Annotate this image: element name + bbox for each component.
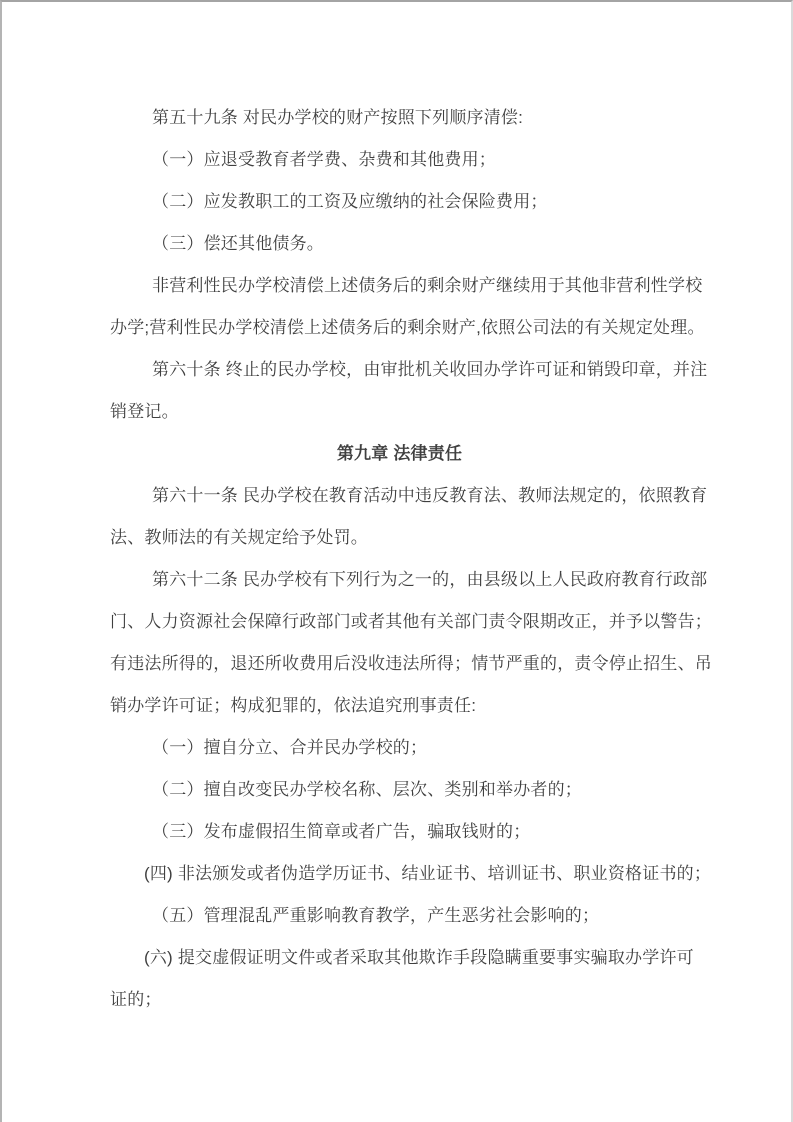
text-line: 第六十一条 民办学校在教育活动中违反教育法、教师法规定的，依照教育 [152,486,708,505]
text-line: 第六十二条 民办学校有下列行为之一的，由县级以上人民政府教育行政部 [152,570,708,589]
text-line: 证的； [110,990,162,1009]
text-line: （三）偿还其他债务。 [152,234,324,253]
text-line: （五）管理混乱严重影响教育教学，产生恶劣社会影响的； [152,906,600,925]
text-line: (六) 提交虚假证明文件或者采取其他欺诈手段隐瞒重要事实骗取办学许可 [144,948,694,967]
text-line: 有违法所得的，退还所收费用后没收违法所得；情节严重的，责令停止招生、吊 [110,654,712,673]
text-line: （三）发布虚假招生简章或者广告，骗取钱财的； [152,822,531,841]
text-line: （一）擅自分立、合并民办学校的； [152,738,428,757]
text-line: 第五十九条 对民办学校的财产按照下列顺序清偿: [152,108,524,127]
text-line: （二）应发教职工的工资及应缴纳的社会保险费用； [152,192,548,211]
text-line: 销登记。 [110,402,179,421]
document-content [2,2,712,1021]
text-line: （一）应退受教育者学费、杂费和其他费用； [152,150,496,169]
text-line: 第六十条 终止的民办学校，由审批机关收回办学许可证和销毁印章，并注 [152,360,708,379]
text-line: 销办学许可证；构成犯罪的，依法追究刑事责任: [110,696,477,715]
text-line: （二）擅自改变民办学校名称、层次、类别和举办者的； [152,780,582,799]
text-line: 办学;营利性民办学校清偿上述债务后的剩余财产,依照公司法的有关规定处理。 [110,318,705,337]
chapter-heading: 第九章 法律责任 [336,444,463,463]
text-line: 法、教师法的有关规定给予处罚。 [110,528,368,547]
text-line: 门、人力资源社会保障行政部门或者其他有关部门责令限期改正，并予以警告； [110,612,712,631]
text-line: (四) 非法颁发或者伪造学历证书、结业证书、培训证书、职业资格证书的； [144,864,712,883]
text-line: 非营利性民办学校清偿上述债务后的剩余财产继续用于其他非营利性学校 [152,276,703,295]
